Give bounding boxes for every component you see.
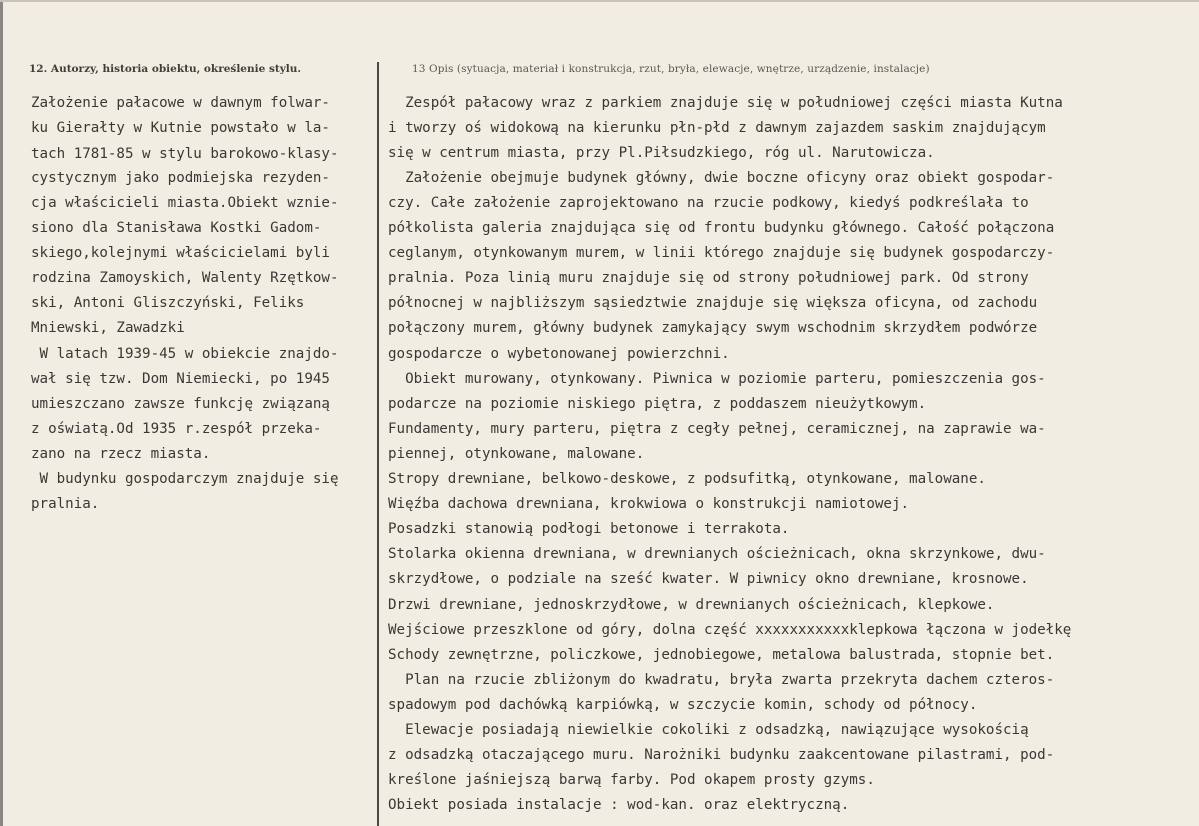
left-text-line: Założenie pałacowe w dawnym folwar- — [31, 95, 330, 111]
left-text-line: ski, Antoni Gliszczyński, Feliks — [31, 295, 305, 311]
right-text-line: czy. Całe założenie zaprojektowano na rzucie podkowy, kiedyś podkreślała to — [388, 195, 1029, 211]
right-text-line: z odsadzką otaczającego muru. Narożniki budynku zaakcentowane pilastrami, pod- — [388, 747, 1055, 763]
right-text-line: Posadzki stanowią podłogi betonowe i terrakota. — [388, 521, 790, 537]
right-text-line: Plan na rzucie zbliżonym do kwadratu, bryła zwarta przekryta dachem czteros- — [388, 672, 1055, 688]
right-text-line: piennej, otynkowane, malowane. — [388, 446, 645, 462]
right-text-line: gospodarcze o wybetonowanej powierzchni. — [388, 346, 730, 362]
right-text-line: ceglanym, otynkowanym murem, w linii którego znajduje się budynek gospodarczy- — [388, 245, 1055, 261]
right-text-line: Wejściowe przeszklone od góry, dolna część xxxxxxxxxxxklepkowa łączona w jodełkę — [388, 622, 1072, 638]
right-text-line: skrzydłowe, o podziale na sześć kwater. W piwnicy okno drewniane, krosnowe. — [388, 571, 1029, 587]
left-column-header: 12. Autorzy, historia obiektu, określenie stylu. — [29, 63, 302, 75]
right-text-line: Stolarka okienna drewniana, w drewnianych ościeżnicach, okna skrzynkowe, dwu- — [388, 546, 1046, 562]
right-text-line: Obiekt posiada instalacje : wod-kan. oraz elektryczną. — [388, 797, 850, 813]
right-text-line: podarcze na poziomie niskiego piętra, z poddaszem nieużytkowym. — [388, 396, 927, 412]
left-text-line: pralnia. — [31, 496, 100, 512]
left-text-line: W budynku gospodarczym znajduje się — [31, 471, 339, 487]
left-text-line: cja właścicieli miasta.Obiekt wznie- — [31, 195, 339, 211]
page-left-edge — [0, 0, 3, 826]
right-text-line: Zespół pałacowy wraz z parkiem znajduje się w południowej części miasta Kutna — [388, 95, 1063, 111]
right-text-line: Elewacje posiadają niewielkie cokoliki z odsadzką, nawiązujące wysokością — [388, 722, 1029, 738]
left-text-line: umieszczano zawsze funkcję związaną — [31, 396, 330, 412]
right-text-line: Drzwi drewniane, jednoskrzydłowe, w drewnianych ościeżnicach, klepkowe. — [388, 597, 995, 613]
right-text-line: się w centrum miasta, przy Pl.Piłsudzkiego, róg ul. Narutowicza. — [388, 145, 935, 161]
right-text-line: Fundamenty, mury parteru, piętra z cegły pełnej, ceramicznej, na zaprawie wa- — [388, 421, 1046, 437]
right-text-line: Schody zewnętrzne, policzkowe, jednobiegowe, metalowa balustrada, stopnie bet. — [388, 647, 1055, 663]
right-column-header: 13 Opis (sytuacja, materiał i konstrukcja, rzut, bryła, elewacje, wnętrze, urządzenie, instalacje) — [412, 63, 930, 75]
left-text-line: W latach 1939-45 w obiekcie znajdo- — [31, 346, 339, 362]
left-text-line: wał się tzw. Dom Niemiecki, po 1945 — [31, 371, 330, 387]
right-text-line: Obiekt murowany, otynkowany. Piwnica w poziomie parteru, pomieszczenia gos- — [388, 371, 1046, 387]
right-text-line: połączony murem, główny budynek zamykający swym wschodnim skrzydłem podwórze — [388, 320, 1038, 336]
left-text-line: zano na rzecz miasta. — [31, 446, 211, 462]
right-text-line: spadowym pod dachówką karpiówką, w szczycie komin, schody od północy. — [388, 697, 978, 713]
left-text-line: cystycznym jako podmiejska rezyden- — [31, 170, 330, 186]
right-text-line: północnej w najbliższym sąsiedztwie znajduje się większa oficyna, od zachodu — [388, 295, 1038, 311]
right-text-line: kreślone jaśniejszą barwą farby. Pod okapem prosty gzyms. — [388, 772, 875, 788]
left-text-line: rodzina Zamoyskich, Walenty Rzętkow- — [31, 270, 339, 286]
right-text-line: pralnia. Poza linią muru znajduje się od strony południowej park. Od strony — [388, 270, 1029, 286]
left-text-line: skiego,kolejnymi właścicielami byli — [31, 245, 330, 261]
left-text-line: ku Gierałty w Kutnie powstało w la- — [31, 120, 330, 136]
page-top-edge — [0, 0, 1199, 2]
left-text-line: tach 1781-85 w stylu barokowo-klasy- — [31, 146, 339, 162]
right-text-line: Założenie obejmuje budynek główny, dwie boczne oficyny oraz obiekt gospodar- — [388, 170, 1055, 186]
left-text-line: siono dla Stanisława Kostki Gadom- — [31, 220, 322, 236]
right-text-line: półkolista galeria znajdująca się od frontu budynku głównego. Całość połączona — [388, 220, 1055, 236]
left-text-line: z oświatą.Od 1935 r.zespół przeka- — [31, 421, 322, 437]
right-text-line: Stropy drewniane, belkowo-deskowe, z podsufitką, otynkowane, malowane. — [388, 471, 986, 487]
right-text-line: i tworzy oś widokową na kierunku płn-płd z dawnym zajazdem saskim znajdującym — [388, 120, 1046, 136]
left-text-line: Mniewski, Zawadzki — [31, 320, 185, 336]
right-text-line: Więźba dachowa drewniana, krokwiowa o konstrukcji namiotowej. — [388, 496, 910, 512]
column-divider — [377, 62, 379, 826]
